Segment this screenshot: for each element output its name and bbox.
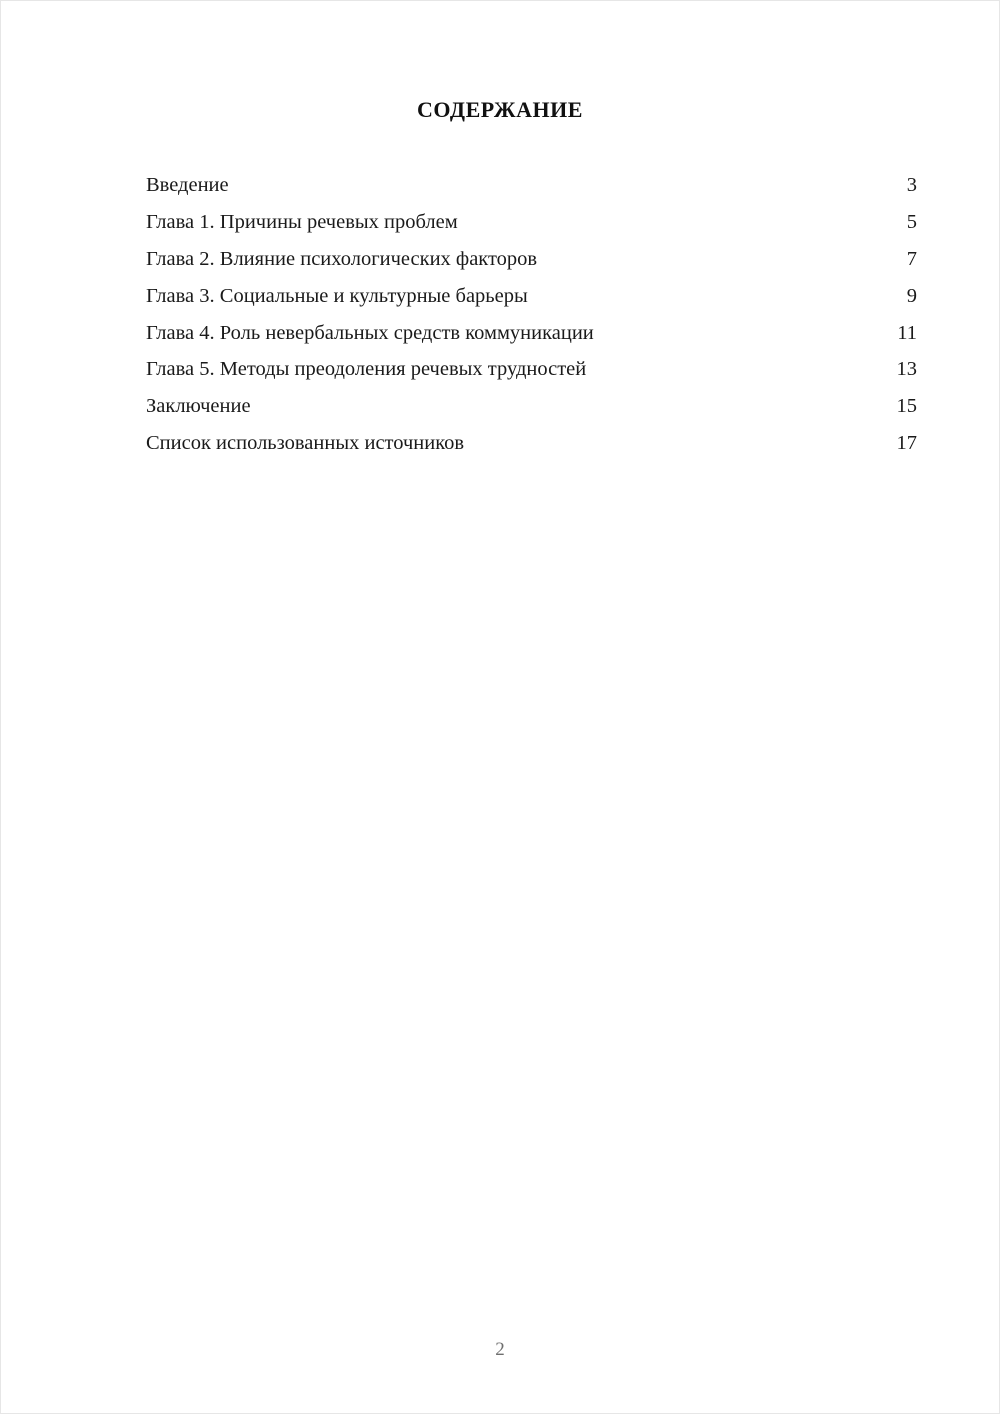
- toc-entry-page: 13: [896, 358, 917, 381]
- toc-entry: [146, 204, 919, 241]
- toc-entry: [146, 167, 919, 204]
- toc-entry: [146, 425, 919, 462]
- toc-entry: [146, 351, 919, 388]
- toc-entry-title: Глава 2. Влияние психологических факторов: [146, 247, 538, 270]
- toc-entry-page: 9: [906, 284, 917, 307]
- toc-entry-title: Список использованных источников: [146, 432, 465, 455]
- toc-entry-title: Глава 1. Причины речевых проблем: [146, 210, 458, 233]
- footer-page-number: 2: [495, 1339, 505, 1360]
- page-title: СОДЕРЖАНИЕ: [417, 97, 583, 122]
- toc-entry: [146, 388, 919, 425]
- toc-entry-title: Глава 4. Роль невербальных средств коммуникации: [146, 321, 594, 344]
- toc-entry-title: Глава 5. Методы преодоления речевых трудностей: [146, 358, 587, 381]
- toc-entry-page: 5: [906, 210, 917, 233]
- toc-entry-title: Глава 3. Социальные и культурные барьеры: [146, 284, 528, 307]
- toc-entry-page: 15: [896, 395, 917, 418]
- toc-entry-page: 17: [896, 432, 917, 455]
- toc-entry: [146, 278, 919, 315]
- toc-entry-page: 3: [906, 174, 917, 196]
- toc-entry: [146, 315, 919, 352]
- toc-entry-page: 7: [906, 247, 917, 270]
- toc-entry: [146, 241, 919, 278]
- toc-entry-page: 11: [897, 321, 917, 344]
- toc-entry-title: Заключение: [146, 395, 251, 418]
- table-of-contents: [146, 167, 919, 462]
- toc-entry-title: Введение: [146, 174, 229, 196]
